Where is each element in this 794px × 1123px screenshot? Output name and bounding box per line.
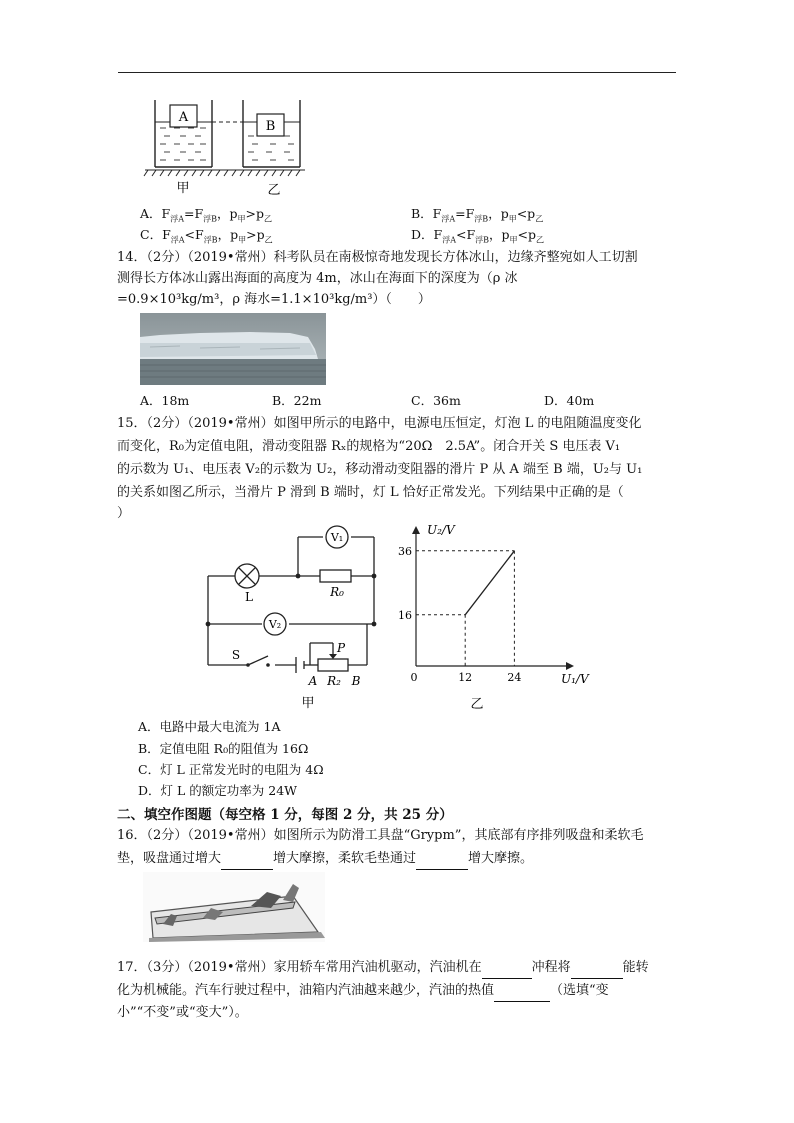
y-tick-label: 36 <box>398 544 412 558</box>
q16-line-2 <box>117 848 677 870</box>
box-b-label: B <box>265 119 276 134</box>
q13-option-a[interactable]: A．$F_{浮A}=F_{浮B}$，$p_甲>p_乙$ <box>140 206 273 224</box>
q16-text-a: 垫，吸盘通过增大 <box>117 851 222 866</box>
graph-caption: 乙 <box>470 697 484 712</box>
q17-text-a: 17．（3分）（2019•常州）家用轿车常用汽油机驱动，汽油机在 <box>117 960 482 975</box>
q17-text-c: 能转 <box>622 960 649 975</box>
x-tick-label: 24 <box>507 671 522 684</box>
q13-option-b[interactable]: B．$F_{浮A}=F_{浮B}$，$p_甲<p_乙$ <box>411 206 544 224</box>
x-axis-label: U₁/V <box>561 672 589 686</box>
q15-line-3: 的示数为 U₁、电压表 V₂的示数为 U₂，移动滑动变阻器的滑片 P 从 A 端至 B 端，U₂与 U₁ <box>117 462 643 477</box>
q14-line-2: 测得长方体冰山露出海面的高度为 4m，冰山在海面下的深度为（ρ 冰 <box>117 271 518 286</box>
circuit-caption: 甲 <box>301 696 315 711</box>
v1-label: V₁ <box>330 531 344 544</box>
q17-line-2 <box>117 980 677 1002</box>
lamp-label: L <box>245 590 253 604</box>
q17-blank-1[interactable] <box>482 957 532 979</box>
q17-line-3: 小”“不变”或“变大”）。 <box>117 1005 248 1020</box>
q16-line-1: 16．（2分）（2019•常州）如图所示为防滑工具盘“Grypm”，其底部有序排列吸盘和柔软毛 <box>117 828 644 843</box>
y-axis-label: U₂/V <box>427 523 455 537</box>
q14-line-3: =0.9×10³kg/m³，ρ 海水=1.1×10³kg/m³）（ ） <box>117 292 431 307</box>
q14-option-a[interactable]: A．18m <box>140 393 190 408</box>
anti-slip-tray-photo <box>143 872 325 942</box>
q15-option-a[interactable]: A．电路中最大电流为 1A <box>138 719 281 734</box>
q16-text-b: 增大摩擦，柔软毛垫通过 <box>273 851 417 866</box>
v2-label: V₂ <box>268 618 282 631</box>
end-b-label: B <box>351 674 361 688</box>
header-rule <box>118 72 676 73</box>
r0-label: R₀ <box>330 585 344 599</box>
end-a-label: A <box>308 674 318 688</box>
q17-blank-3[interactable] <box>494 980 550 1002</box>
q17-text-d: 化为机械能。汽车行驶过程中，油箱内汽油越来越少，汽油的热值 <box>117 983 495 998</box>
x-tick-label: 12 <box>458 671 473 684</box>
series-line <box>465 551 514 615</box>
q17-text-e: （选填“变 <box>550 983 609 998</box>
q15-line-1: 15．（2分）（2019•常州）如图甲所示的电路中，电源电压恒定，灯泡 L 的电阻随温度变化 <box>117 416 642 431</box>
slider-p-label: P <box>337 641 346 655</box>
q13-option-c[interactable]: C．$F_{浮A}<F_{浮B}$，$p_甲>p_乙$ <box>140 227 273 245</box>
q15-line-2: 而变化，R₀为定值电阻，滑动变阻器 Rₓ的规格为“20Ω 2.5A”。闭合开关 S 电压表 V₁ <box>117 439 621 454</box>
caption-jia: 甲 <box>176 181 190 195</box>
origin-label: 0 <box>410 671 418 684</box>
q14-option-b[interactable]: B．22m <box>272 393 322 408</box>
q17-blank-2[interactable] <box>571 957 623 979</box>
q13-containers-figure <box>140 95 310 195</box>
section-2-title: 二、填空作图题（每空格 1 分，每图 2 分，共 25 分） <box>117 807 453 823</box>
q14-line-1: 14．（2分）（2019•常州）科考队员在南极惊奇地发现长方体冰山，边缘齐整宛如人工切割 <box>117 250 638 265</box>
q17-text-b: 冲程将 <box>531 960 571 975</box>
y-tick-label: 16 <box>398 608 412 622</box>
q15-option-c[interactable]: C．灯 L 正常发光时的电阻为 4Ω <box>138 762 324 777</box>
q15-line-5: ） <box>117 506 131 521</box>
q13-option-d[interactable]: D．$F_{浮A}<F_{浮B}$，$p_甲<p_乙$ <box>411 227 545 245</box>
q15-option-d[interactable]: D．灯 L 的额定功率为 24W <box>138 783 297 798</box>
box-a-label: A <box>178 110 189 125</box>
q16-text-c: 增大摩擦。 <box>468 851 534 866</box>
q15-option-b[interactable]: B．定值电阻 R₀的阻值为 16Ω <box>138 741 309 756</box>
iceberg-photo <box>140 313 326 385</box>
switch-label: S <box>231 648 241 662</box>
u2-u1-graph <box>395 518 595 713</box>
r2-label: R₂ <box>327 674 341 688</box>
q15-line-4: 的关系如图乙所示，当滑片 P 滑到 B 端时，灯 L 恰好正常发光。下列结果中正确的是（ <box>117 485 624 500</box>
circuit-diagram <box>200 525 385 715</box>
q16-blank-2[interactable] <box>416 848 468 870</box>
q14-option-d[interactable]: D．40m <box>544 393 595 408</box>
q16-blank-1[interactable] <box>221 848 273 870</box>
q17-line-1 <box>117 957 677 979</box>
caption-yi: 乙 <box>267 183 281 195</box>
q14-option-c[interactable]: C．36m <box>411 393 461 408</box>
